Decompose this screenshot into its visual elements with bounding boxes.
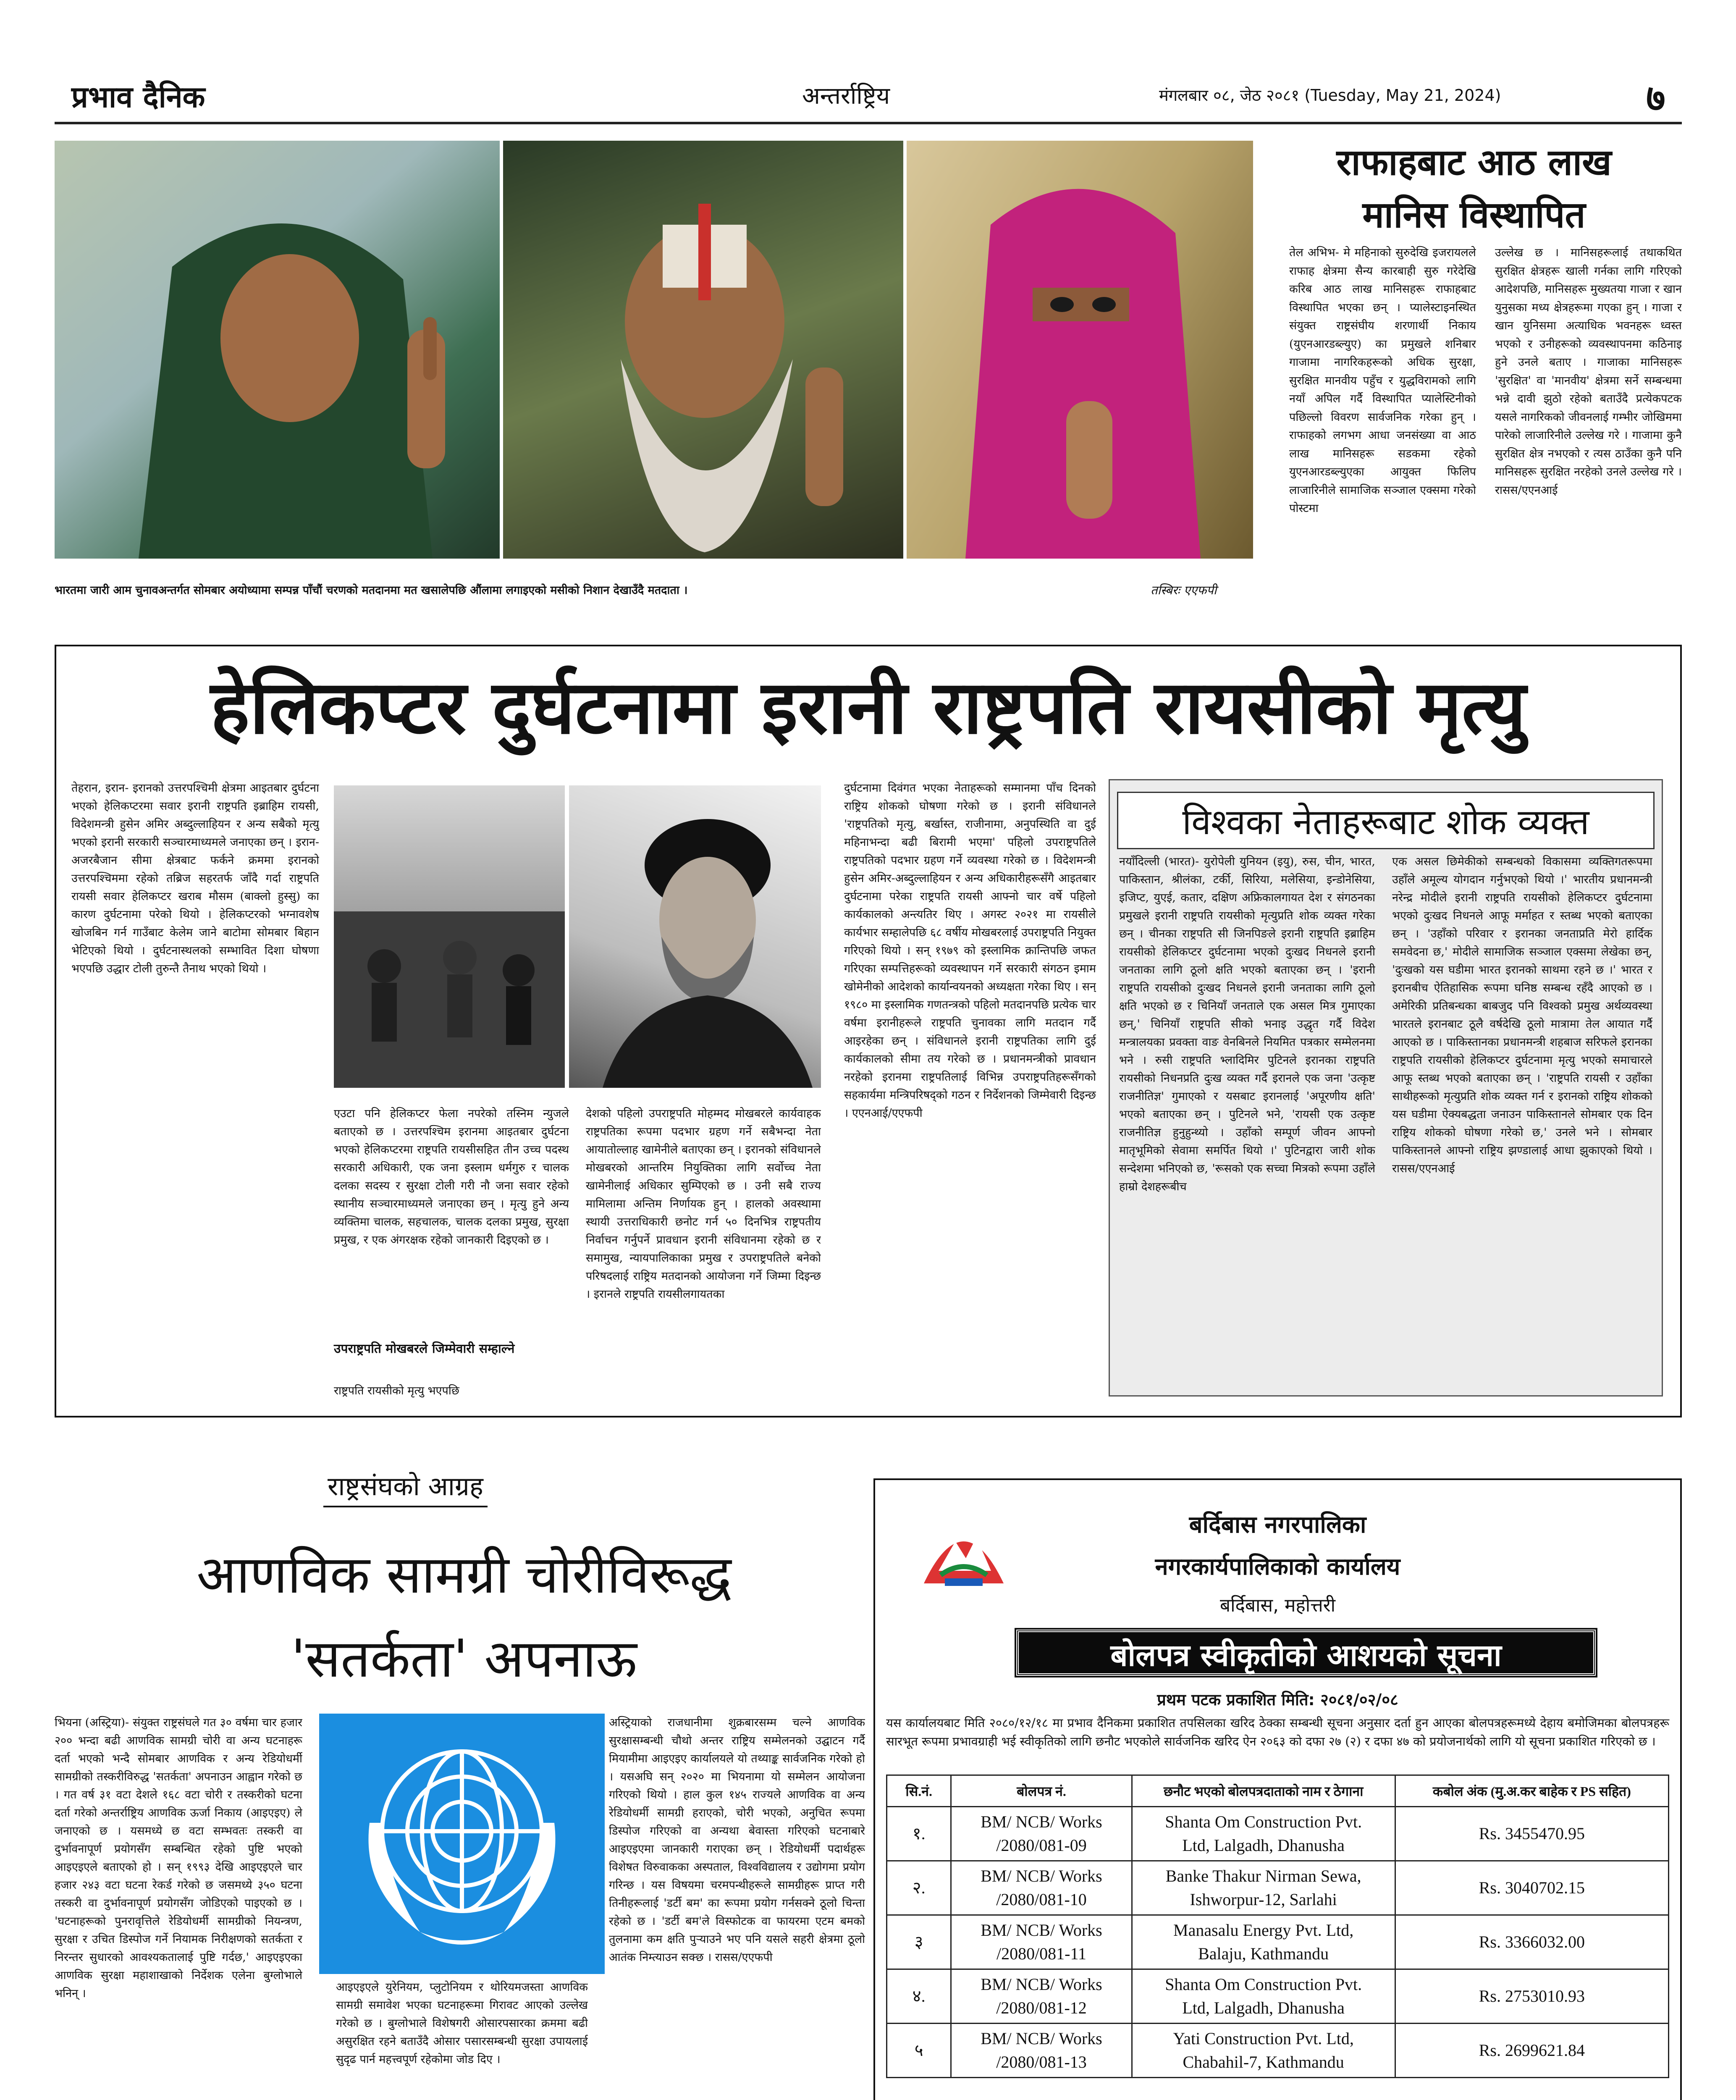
row-amount: Rs. 3040702.15 bbox=[1395, 1861, 1668, 1915]
rafah-headline-line2: मानिस विस्थापित bbox=[1362, 194, 1586, 236]
row-bid-number: BM/ NCB/ Works /2080/081-11 bbox=[951, 1915, 1132, 1969]
row-bidder: Banke Thakur Nirman Sewa, Ishworpur-12, Sarlahi bbox=[1132, 1861, 1395, 1915]
section-label: अन्तर्राष्ट्रिय bbox=[802, 82, 890, 110]
un-logo bbox=[319, 1714, 605, 1974]
row-bidder: Shanta Om Construction Pvt. Ltd, Lalgadh, Dhanusha bbox=[1132, 1969, 1395, 2024]
row-amount: Rs. 3455470.95 bbox=[1395, 1807, 1668, 1861]
raisi-column-3: देशको पहिलो उपराष्ट्रपति मोहम्मद मोखबरले कार्यवाहक राष्ट्रपतिका रूपमा पदभार ग्रहण गर्ने सबैभन्दा नेता आयातोल्लाह खामेनीले बताएका छन् । इरानको संविधानले मोखबरको आन्तरिम नियुक्तिका लागि सर्वोच्च नेता खामेनीलाई अधिकार सुम्पिएको छ । उनी सबै राज्य मामिलामा अन्तिम निर्णायक हुन् । हालको अवस्थामा स्थायी उत्तराधिकारी छनोट गर्न ५० दिनभित्र राष्ट्रपतीय निर्वाचन गर्नुपर्ने प्रावधान इरानी संविधानमा रहेको छ र समामुख, न्यायपालिकाका प्रमुख र उपराष्ट्रपतिले बनेको परिषदलाई राष्ट्रिय मतदानको आयोजना गर्ने जिम्मा दिइन्छ । इरानले राष्ट्रपति रायसीलगायतका bbox=[586, 1107, 821, 1301]
raisi-headline: हेलिकप्टर दुर्घटनामा इरानी राष्ट्रपति रायसीको मृत्यु bbox=[210, 664, 1526, 751]
row-bid-number: BM/ NCB/ Works /2080/081-13 bbox=[951, 2024, 1132, 2078]
crash-rescue-photo bbox=[334, 785, 565, 1088]
un-emblem-icon bbox=[319, 1714, 605, 1974]
raisi-subheading: उपराष्ट्रपति मोखबरले जिम्मेवारी सम्हाल्ने bbox=[334, 1341, 515, 1356]
condolence-column-2: एक असल छिमेकीको सम्बन्धको विकासमा व्यक्तिगतरूपमा उहाँले अमूल्य योगदान गर्नुभएको थियो ।' भारतीय प्रधानमन्त्री नरेन्द्र मोदीले इरानी राष्ट्रपति रायसीको हेलिकप्टर दुर्घटनामा भएको दुःखद निधनले आफू मर्माहत र स्तब्ध भएको बताएका छन् । 'उहाँको परिवार र इरानका जनताप्रति मेरो हार्दिक समवेदना छ,' मोदीले सामाजिक सञ्जाल एक्समा लेखेका छन्, 'दुःखको यस घडीमा भारत इरानको साथमा रहने छ ।' भारत र इरानबीच ऐतिहासिक रूपमा घनिष्ठ सम्बन्ध रहँदै आएको छ । अमेरिकी प्रतिबन्धका बाबजुद पनि विश्वको प्रमुख अर्थव्यवस्था भारतले इरानबाट ठूलै वर्षदेखि ठूलो मात्रामा तेल आयात गर्दै आएको छ । पाकिस्तानका प्रधानमन्त्री शहबाज सरिफले इरानका राष्ट्रपति रायसीको हेलिकप्टर दुर्घटनामा मृत्यु भएको समाचारले आफू स्तब्ध भएको बताएका छन् । 'राष्ट्रपति रायसी र उहाँका साथीहरूको मृत्युप्रति शोक व्यक्त गर्न र इरानको राष्ट्रिय शोकको यस घडीमा ऐक्यबद्धता जनाउन पाकिस्तानले सोमबार एक दिन राष्ट्रिय शोकको घोषणा गरेको छ,' उनले भने । सोमबार पाकिस्तानले आफ्नो राष्ट्रिय झण्डालाई आधा झुकाएको थियो । रासस/एएनआई bbox=[1392, 855, 1652, 1175]
row-bid-number: BM/ NCB/ Works /2080/081-12 bbox=[951, 1969, 1132, 2024]
header-serial: सि.नं. bbox=[887, 1775, 951, 1807]
voter-photo-1 bbox=[55, 141, 500, 559]
table-row bbox=[887, 2024, 1669, 2078]
tender-org-name: बर्दिबास नगरपालिका bbox=[1189, 1511, 1366, 1538]
photo-caption: भारतमा जारी आम चुनावअन्तर्गत सोमबार अयोध्यामा सम्पन्न पाँचौं चरणको मतदानमा मत खसालेपछि औंलामा लगाइएको मसीको निशान देखाउँदै मतदाता । bbox=[55, 584, 688, 597]
row-amount: Rs. 2753010.93 bbox=[1395, 1969, 1668, 2024]
table-row bbox=[887, 1915, 1669, 1969]
voter-photo-3 bbox=[907, 141, 1253, 559]
condolence-title: विश्वका नेताहरूबाट शोक व्यक्त bbox=[1117, 792, 1655, 849]
raisi-column-1: तेहरान, इरान- इरानको उत्तरपश्चिमी क्षेत्रमा आइतबार दुर्घटना भएको हेलिकप्टरमा सवार इरानी राष्ट्रपति इब्राहिम रायसी, विदेशमन्त्री हुसेन अमिर अब्दुल्लाहियन र अन्य सबैको मृत्यु भएको इरानी सरकारी सञ्चारमाध्यमले जनाएका छन् । इरान-अजरबैजान सीमा क्षेत्रबाट फर्कने क्रममा इरानको उत्तरपश्चिममा रहेको तब्रिज सहरतर्फ जाँदै गर्दा राष्ट्रपति रायसी सवार हेलिकप्टर खराब मौसम (बाक्लो हुस्सु) का कारण दुर्घटनामा परेको थियो । हेलिकप्टरको भग्नावशेष खोजबिन गर्न गाउँबाट केलेम जाने बाटोमा सोमबार बिहान भेटिएको थियो । दुर्घटनास्थलको सम्भावित दिशा घोषणा भएपछि उद्धार टोली तुरुन्तै तैनाथ भएको थियो । bbox=[71, 782, 319, 975]
row-amount: Rs. 3366032.00 bbox=[1395, 1915, 1668, 1969]
tender-org-address: बर्दिबास, महोत्तरी bbox=[1220, 1595, 1335, 1616]
raisi-portrait-photo bbox=[569, 785, 821, 1088]
row-bid-number: BM/ NCB/ Works /2080/081-10 bbox=[951, 1861, 1132, 1915]
un-column-3: अस्ट्रियाको राजधानीमा शुक्रबारसम्म चल्ने आणविक सुरक्षासम्बन्धी चौथो अन्तर राष्ट्रिय सम्मेलनको उद्घाटन गर्दै मियामीमा आइएइए कार्यालयले यो तथ्याङ्क सार्वजनिक गरेको हो । यसअघि सन् २०२० मा भियनामा यो सम्मेलन आयोजना गरिएको थियो । हाल कुल १४५ राज्यले आणविक वा अन्य रेडियोधर्मी सामग्री हराएको, चोरी भएको, अनुचित रूपमा डिस्पोज गरिएको वा अन्यथा बेवास्ता गरिएको घटनाबारे आइएइएमा जानकारी गराएका छन् । रेडियोधर्मी पदार्थहरू विशेषत विरुवाकका अस्पताल, विश्वविद्यालय र उद्योगमा प्रयोग गरिन्छ । यस विषयमा चरमपन्थीहरूले सामग्रीहरू प्राप्त गरी तिनीहरूलाई 'डर्टी बम' का रूपमा प्रयोग गर्नसक्ने ठूलो चिन्ता रहेको छ । 'डर्टी बम'ले विस्फोटक वा फायरमा एटम बमको तुलनामा कम क्षति पुऱ्याउने भए पनि यसले सहरी क्षेत्रमा ठूलो आतंक निम्त्याउन सक्छ । रासस/एएफपी bbox=[609, 1716, 865, 1964]
row-serial: ३ bbox=[887, 1915, 951, 1969]
masthead bbox=[55, 71, 1682, 122]
issue-date: मंगलबार ०८, जेठ २०८१ (Tuesday, May 21, 2024) bbox=[1159, 86, 1501, 105]
table-row bbox=[887, 1861, 1669, 1915]
row-bidder: Yati Construction Pvt. Ltd, Chabahil-7, Kathmandu bbox=[1132, 2024, 1395, 2078]
raisi-column-2: एउटा पनि हेलिकप्टर फेला नपरेको तस्निम न्युजले बताएको छ । उत्तरपश्चिम इरानमा आइतबार दुर्घटना भएको हेलिकप्टरमा राष्ट्रपति रायसीसहित तीन उच्च पदस्थ सरकारी अधिकारी, एक जना इस्लाम धर्मगुरु र चालक दलका सदस्य र सुरक्षा टोली गरी नौ जना सवार रहेको स्थानीय सञ्चारमाध्यमले जनाएका छन् । मृत्यु हुने अन्य व्यक्तिमा चालक, सहचालक, चालक दलका प्रमुख, सुरक्षा प्रमुख, र एक अंगरक्षक रहेको जानकारी दिइएको छ । bbox=[334, 1107, 569, 1247]
row-bidder: Manasalu Energy Pvt. Ltd, Balaju, Kathmandu bbox=[1132, 1915, 1395, 1969]
photo-credit: तस्बिरः एएफपी bbox=[1151, 583, 1217, 597]
tender-title: बोलपत्र स्वीकृतीको आशयको सूचना bbox=[1016, 1630, 1596, 1676]
row-bidder: Shanta Om Construction Pvt. Ltd, Lalgadh, Dhanusha bbox=[1132, 1807, 1395, 1861]
masthead-rule bbox=[55, 122, 1682, 124]
row-amount: Rs. 2699621.84 bbox=[1395, 2024, 1668, 2078]
row-serial: १. bbox=[887, 1807, 951, 1861]
header-bid-number: बोलपत्र नं. bbox=[951, 1775, 1132, 1807]
tender-table-header bbox=[887, 1775, 1669, 1807]
un-headline-line1: आणविक सामग्री चोरीविरूद्ध bbox=[197, 1545, 732, 1605]
rafah-column-1: तेल अभिभ- मे महिनाको सुरुदेखि इजरायलले राफाह क्षेत्रमा सैन्य कारबाही सुरु गरेदेखि करिब आठ लाख मानिसहरू राफाहबाट विस्थापित भएका छन् । प्यालेस्टाइनस्थित संयुक्त राष्ट्रसंघीय शरणार्थी निकाय (युएनआरडब्ल्युए) का प्रमुखले शनिबार गाजामा नागरिकहरूको अधिक सुरक्षा, सुरक्षित मानवीय पहुँच र युद्धविरामको लागि नयाँ अपिल गर्दै विस्थापित प्यालेस्टिनीको पछिल्लो विवरण सार्वजनिक गरेका हुन् । राफाहको लगभग आधा जनसंख्या वा आठ लाख मानिसहरू सडकमा रहेको युएनआरडब्ल्युएका आयुक्त फिलिप लाजारिनीले सामाजिक सञ्जाल एक्समा गरेको पोस्टमा bbox=[1289, 246, 1476, 515]
row-serial: ४. bbox=[887, 1969, 951, 2024]
tender-table bbox=[886, 1774, 1669, 2078]
tender-org-office: नगरकार्यपालिकाको कार्यालय bbox=[1155, 1553, 1400, 1580]
table-row bbox=[887, 1969, 1669, 2024]
rafah-headline-line1: राफाहबाट आठ लाख bbox=[1336, 142, 1612, 184]
row-bid-number: BM/ NCB/ Works /2080/081-09 bbox=[951, 1807, 1132, 1861]
raisi-column-2-continued: राष्ट्रपति रायसीको मृत्यु भएपछि bbox=[334, 1384, 459, 1397]
raisi-column-4: दुर्घटनामा दिवंगत भएका नेताहरूको सम्मानमा पाँच दिनको राष्ट्रिय शोकको घोषणा गरेको छ । इरानी संविधानले 'राष्ट्रपतिको मृत्यु, बर्खास्त, राजीनामा, अनुपस्थिति वा दुई महिनाभन्दा बढी बिरामी भएमा' पहिलो उपराष्ट्रपतिले राष्ट्रपतिको पदभार ग्रहण गर्ने व्यवस्था गरेको छ । विदेशमन्त्री हुसेन अमिर-अब्दुल्लाहियन र अन्य अधिकारीहरूसँगै आइतबार दुर्घटनामा परेका राष्ट्रपति रायसी आफ्नो चार वर्षे पहिलो कार्यकालको अन्त्यतिर थिए । अगस्ट २०२१ मा रायसीले कार्यभार सम्हालेपछि ६८ वर्षीय मोखबरलाई उपराष्ट्रपति नियुक्त गरिएको थियो । सन् १९७९ को इस्लामिक क्रान्तिपछि जफत गरिएका सम्पत्तिहरूको व्यवस्थापन गर्ने सरकारी संगठन इमाम खोमेनीको आदेशको कार्यान्वयनको अध्यक्षता गरेका थिए । सन् १९८० मा इस्लामिक गणतन्त्रको पहिलो मतदानपछि प्रत्येक चार वर्षमा इरानीहरूले राष्ट्रपति चुनावका लागि मतदान गर्दै आइरहेका छन् । संविधानले इरानी राष्ट्रपतिका लागि दुई कार्यकालको सीमा तय गरेको छ । प्रधानमन्त्रीको प्रावधान नरहेको इरानमा राष्ट्रपतिलाई विभिन्न उपराष्ट्रपतिहरूसँगको सहकार्यमा मन्त्रिपरिषद्को गठन र निर्देशनको जिम्मेवारी दिइन्छ । एएनआई/एएफपी bbox=[844, 782, 1096, 1120]
paper-name: प्रभाव दैनिक bbox=[71, 80, 205, 114]
un-kicker: राष्ट्रसंघको आग्रह bbox=[323, 1468, 488, 1507]
table-row bbox=[887, 1807, 1669, 1861]
header-bid-amount: कबोल अंक (मु.अ.कर बाहेक र PS सहित) bbox=[1395, 1775, 1668, 1807]
un-column-1: भियना (अस्ट्रिया)- संयुक्त राष्ट्रसंघले गत ३० वर्षमा चार हजार २०० भन्दा बढी आणविक सामग्री चोरी वा अन्य घटनाहरू दर्ता भएको भन्दै सोमबार आणविक र अन्य रेडियोधर्मी सामग्रीको तस्करीविरुद्ध 'सतर्कता' अपनाउन आह्वान गरेको छ । गत वर्ष ३१ वटा देशले १६८ वटा चोरी र तस्करीको घटना दर्ता गरेको अन्तर्राष्ट्रिय आणविक ऊर्जा निकाय (आइएइए) ले जनाएको छ । यसमध्ये छ वटा सम्भवतः तस्करी वा दुर्भावनापूर्ण प्रयोगसँग सम्बन्धित रहेको पुष्टि भएको आइएइएले बताएको हो । सन् १९९३ देखि आइएइएले चार हजार २४३ वटा घटना रेकर्ड गरेको छ जसमध्ये ३५० घटना तस्करी वा दुर्भावनापूर्ण प्रयोगसँग जोडिएको पाइएको छ । 'घटनाहरूको पुनरावृत्तिले रेडियोधर्मी सामग्रीको नियन्त्रण, सुरक्षा र उचित डिस्पोज गर्ने नियामक निरीक्षणको सतर्कता र निरन्तर सुधारको आवश्यकतालाई पुष्टि गर्दछ,' आइएइएका आणविक सुरक्षा महाशाखाको निर्देशक एलेना बुग्लोभाले भनिन् । bbox=[55, 1716, 302, 2000]
tender-published-date: प्रथम पटक प्रकाशित मिति: २०८१/०२/०८ bbox=[1157, 1690, 1398, 1709]
un-headline-line2: 'सतर्कता' अपनाऊ bbox=[291, 1629, 637, 1689]
page-number: ७ bbox=[1646, 76, 1665, 120]
rafah-column-2: उल्लेख छ । मानिसहरूलाई तथाकथित सुरक्षित क्षेत्रहरू खाली गर्नका लागि गरिएको आदेशपछि, मानिसहरू मुख्यतया गाजा र खान युनुसका मध्य क्षेत्रहरूमा गएका हुन् । गाजा र खान युनिसमा अत्याधिक भवनहरू ध्वस्त भएको र उनीहरूको व्यवस्थापनमा कठिनाइ हुने उनले बताए । गाजाका मानिसहरू 'सुरक्षित' वा 'मानवीय' क्षेत्रमा सर्ने सम्बन्धमा भन्ने दावी झुठो रहेको बताउँदै प्रत्येकपटक यसले नागरिकको जीवनलाई गम्भीर जोखिममा पारेको लाजारिनीले उल्लेख गरे । गाजामा कुनै सुरक्षित क्षेत्र नभएको र त्यस ठाउँका कुनै पनि मानिसहरू सुरक्षित नरहेको उनले उल्लेख गरे । रासस/एएनआई bbox=[1495, 246, 1682, 497]
row-serial: ५ bbox=[887, 2024, 951, 2078]
condolence-column-1: नयाँदिल्ली (भारत)- युरोपेली युनियन (इयु), रुस, चीन, भारत, पाकिस्तान, श्रीलंका, टर्की, सिरिया, मलेसिया, इन्डोनेसिया, इजिप्ट, युएई, कतार, दक्षिण अफ्रिकालगायत देश र संगठनका प्रमुखले इरानी राष्ट्रपति रायसीको मृत्युप्रति शोक व्यक्त गरेका छन् । चीनका राष्ट्रपति सी जिनपिङले इरानी राष्ट्रपति इब्राहिम रायसीको हेलिकप्टर दुर्घटनामा भएको दुःखद निधनले इरानी जनताका लागि ठूलो क्षति भएको बताएका छन् । 'इरानी राष्ट्रपति रायसीको दुःखद निधनले इरानी जनताका लागि ठूलो क्षति भएको छ र चिनियाँ जनताले एक असल मित्र गुमाएका छन्,' चिनियाँ राष्ट्रपति सीको भनाइ उद्धृत गर्दै विदेश मन्त्रालयका प्रवक्ता वाङ वेनबिनले नियमित पत्रकार सम्मेलनमा भने । रुसी राष्ट्रपति भ्लादिमिर पुटिनले इरानका राष्ट्रपति रायसीको निधनप्रति दुःख व्यक्त गर्दै इरानले एक जना 'उत्कृष्ट राजनीतिज्ञ' गुमाएको र यसबाट इरानलाई 'अपूरणीय क्षति' भएको बताएका छन् । पुटिनले भने, 'रायसी एक उत्कृष्ट राजनीतिज्ञ हुनुहुन्थ्यो । उहाँको सम्पूर्ण जीवन आफ्नो मातृभूमिको सेवामा समर्पित थियो ।' पुटिनद्वारा जारी शोक सन्देशमा भनिएको छ, 'रूसको एक सच्चा मित्रको रूपमा उहाँले हाम्रो देशहरूबीच bbox=[1119, 855, 1375, 1193]
un-column-2: आइएइएले युरेनियम, प्लुटोनियम र थोरियमजस्ता आणविक सामग्री समावेश भएका घटनाहरूमा गिरावट आएको उल्लेख गरेको छ । बुग्लोभाले विशेषगरी ओसारपसारका क्रममा बढी असुरक्षित रहने बताउँदै ओसार पसारसम्बन्धी सुरक्षा उपायलाई सुदृढ पार्न महत्त्वपूर्ण रहेकोमा जोड दिए । bbox=[336, 1981, 588, 2066]
tender-intro: यस कार्यालयबाट मिति २०८०/१२/१८ मा प्रभाव दैनिकमा प्रकाशित तपसिलका खरिद ठेक्का सम्बन्धी सूचना अनुसार दर्ता हुन आएका बोलपत्रहरूमध्ये देहाय बमोजिमका बोलपत्रहरू सारभूत रूपमा प्रभावग्राही भई स्वीकृतिको लागि छनौट भएकोले सार्वजनिक खरिद ऐन २०६३ को दफा २७ (२) र दफा ४७ को प्रयोजनार्थको लागि यो सूचना प्रकाशित गरिएको छ । bbox=[886, 1716, 1669, 1748]
row-serial: २. bbox=[887, 1861, 951, 1915]
header-bidder-name: छनौट भएको बोलपत्रदाताको नाम र ठेगाना bbox=[1132, 1775, 1395, 1807]
voter-photo-2 bbox=[503, 141, 903, 559]
